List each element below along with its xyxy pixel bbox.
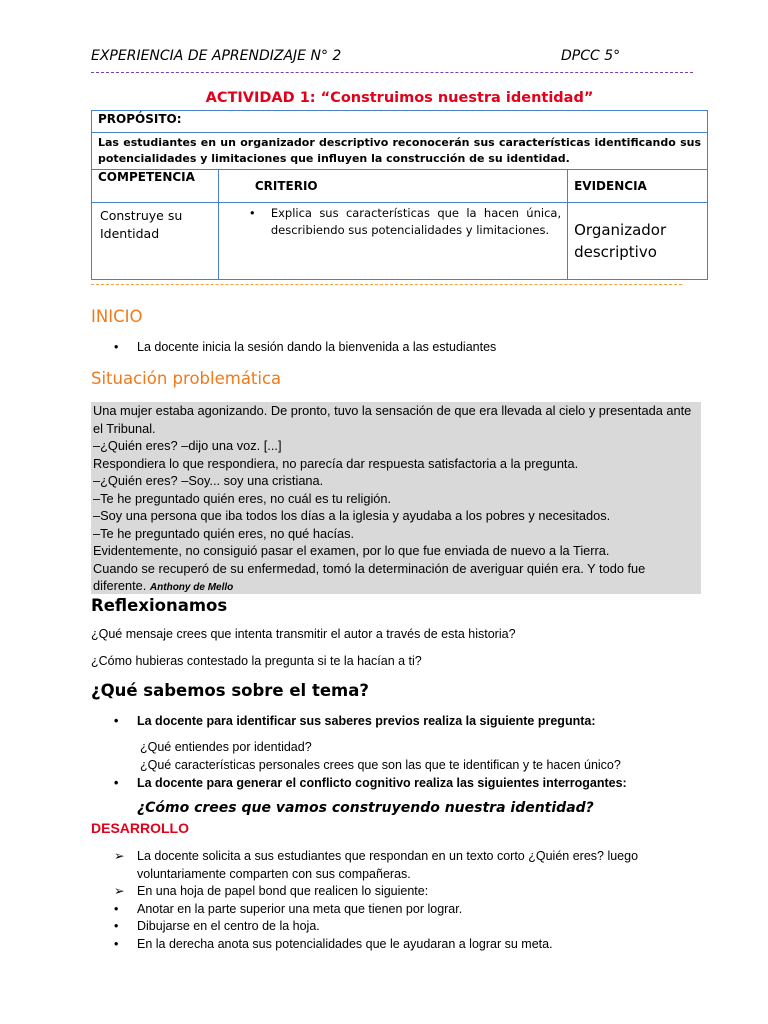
arrow-bullet-icon: ➢	[114, 884, 125, 898]
list-item-text: En una hoja de papel bond que realicen lo siguiente:	[137, 884, 429, 898]
criterio-text: Explica sus características que la hacen única, describiendo sus potencialidades y limitaciones.	[270, 206, 562, 237]
column-header-evidencia: EVIDENCIA	[568, 170, 708, 203]
sabemos-bullet-2-text: La docente para generar el conflicto cognitivo realiza las siguientes interrogantes:	[137, 776, 627, 790]
story-box	[91, 402, 701, 594]
list-item-text: La docente solicita a sus estudiantes que respondan en un texto corto ¿Quién eres? luego	[137, 849, 639, 863]
inicio-bullet-text: La docente inicia la sesión dando la bienvenida a las estudiantes	[137, 340, 497, 354]
story-author: Anthony de Mello	[149, 582, 234, 593]
column-header-criterio: CRITERIO	[218, 170, 567, 203]
bullet-icon: •	[114, 936, 119, 951]
bullet-icon: •	[248, 206, 256, 220]
list-item-text: voluntariamente comparten con sus compañeras.	[137, 866, 411, 881]
list-item	[114, 918, 638, 936]
desarrollo-list	[114, 848, 638, 953]
competencia-cell: Construye su Identidad	[92, 203, 219, 280]
situacion-heading: Situación problemática	[91, 369, 282, 388]
story-line: –¿Quién eres? –dijo una voz. [...]	[93, 438, 282, 453]
prior-knowledge-question-2: ¿Qué características personales crees que son las que te identifican y te hacen único?	[140, 758, 621, 772]
bullet-icon: •	[114, 340, 119, 354]
story-last-line	[93, 577, 699, 597]
list-item-text: Dibujarse en el centro de la hoja.	[137, 919, 320, 933]
column-header-competencia: COMPETENCIA	[92, 170, 219, 203]
inicio-heading: INICIO	[91, 307, 143, 326]
list-item	[114, 936, 638, 954]
reflection-question-1: ¿Qué mensaje crees que intenta transmitir el autor a través de esta historia?	[91, 627, 516, 641]
story-line: el Tribunal.	[93, 420, 156, 436]
reflexionamos-heading: Reflexionamos	[91, 596, 228, 615]
section-divider	[91, 284, 682, 285]
experience-title: EXPERIENCIA DE APRENDIZAJE N° 2	[91, 48, 342, 64]
story-line: –Te he preguntado quién eres, no qué hacías.	[93, 525, 355, 541]
header-divider	[91, 72, 693, 73]
course-grade: DPCC 5°	[561, 48, 621, 64]
planning-table	[91, 110, 708, 280]
criterio-cell	[218, 203, 567, 280]
evidencia-cell: Organizador descriptivo	[568, 203, 708, 280]
story-line: –Soy una persona que iba todos los días a la iglesia y ayudaba a los pobres y necesitados.	[93, 508, 611, 523]
sabemos-heading: ¿Qué sabemos sobre el tema?	[91, 681, 369, 700]
story-line: Evidentemente, no consiguió pasar el examen, por lo que fue enviada de nuevo a la Tierra.	[93, 543, 610, 558]
document-header	[91, 48, 691, 70]
arrow-bullet-icon: ➢	[114, 849, 125, 863]
bullet-icon: •	[114, 714, 119, 728]
bullet-icon: •	[114, 901, 119, 916]
list-item	[114, 866, 638, 884]
list-item-text: Anotar en la parte superior una meta que tienen por lograr.	[137, 901, 463, 916]
list-item	[114, 883, 638, 901]
bullet-icon: •	[114, 919, 119, 933]
list-item-text: En la derecha anota sus potencialidades que le ayudaran a lograr su meta.	[137, 936, 553, 951]
story-line: Una mujer estaba agonizando. De pronto, tuvo la sensación de que era llevada al cielo y presentada ante	[93, 403, 692, 418]
story-line: –¿Quién eres? –Soy... soy una cristiana.	[93, 473, 324, 488]
prior-knowledge-question-1: ¿Qué entiendes por identidad?	[140, 740, 312, 754]
purpose-label: PROPÓSITO:	[92, 111, 708, 133]
cognitive-conflict-question: ¿Cómo crees que vamos construyendo nuestra identidad?	[137, 800, 594, 816]
sabemos-bullet-1-text: La docente para identificar sus saberes previos realiza la siguiente pregunta:	[137, 714, 596, 728]
bullet-icon: •	[114, 776, 119, 790]
story-line: Respondiera lo que respondiera, no parecía dar respuesta satisfactoria a la pregunta.	[93, 455, 579, 471]
story-line: Cuando se recuperó de su enfermedad, tomó la determinación de averiguar quién era. Y todo fue	[93, 560, 646, 576]
desarrollo-heading: DESARROLLO	[91, 820, 189, 836]
story-line: diferente.	[93, 578, 147, 593]
story-line: –Te he preguntado quién eres, no cuál es tu religión.	[93, 490, 392, 506]
list-item	[114, 901, 638, 919]
list-item	[114, 848, 638, 866]
purpose-text: Las estudiantes en un organizador descriptivo reconocerán sus características identificando sus potencialidades y limitaciones que influyen la construcción de su identidad.	[92, 133, 708, 170]
reflection-question-2: ¿Cómo hubieras contestado la pregunta si te la hacían a ti?	[91, 654, 422, 668]
activity-title: ACTIVIDAD 1: “Construimos nuestra identidad”	[205, 90, 594, 106]
